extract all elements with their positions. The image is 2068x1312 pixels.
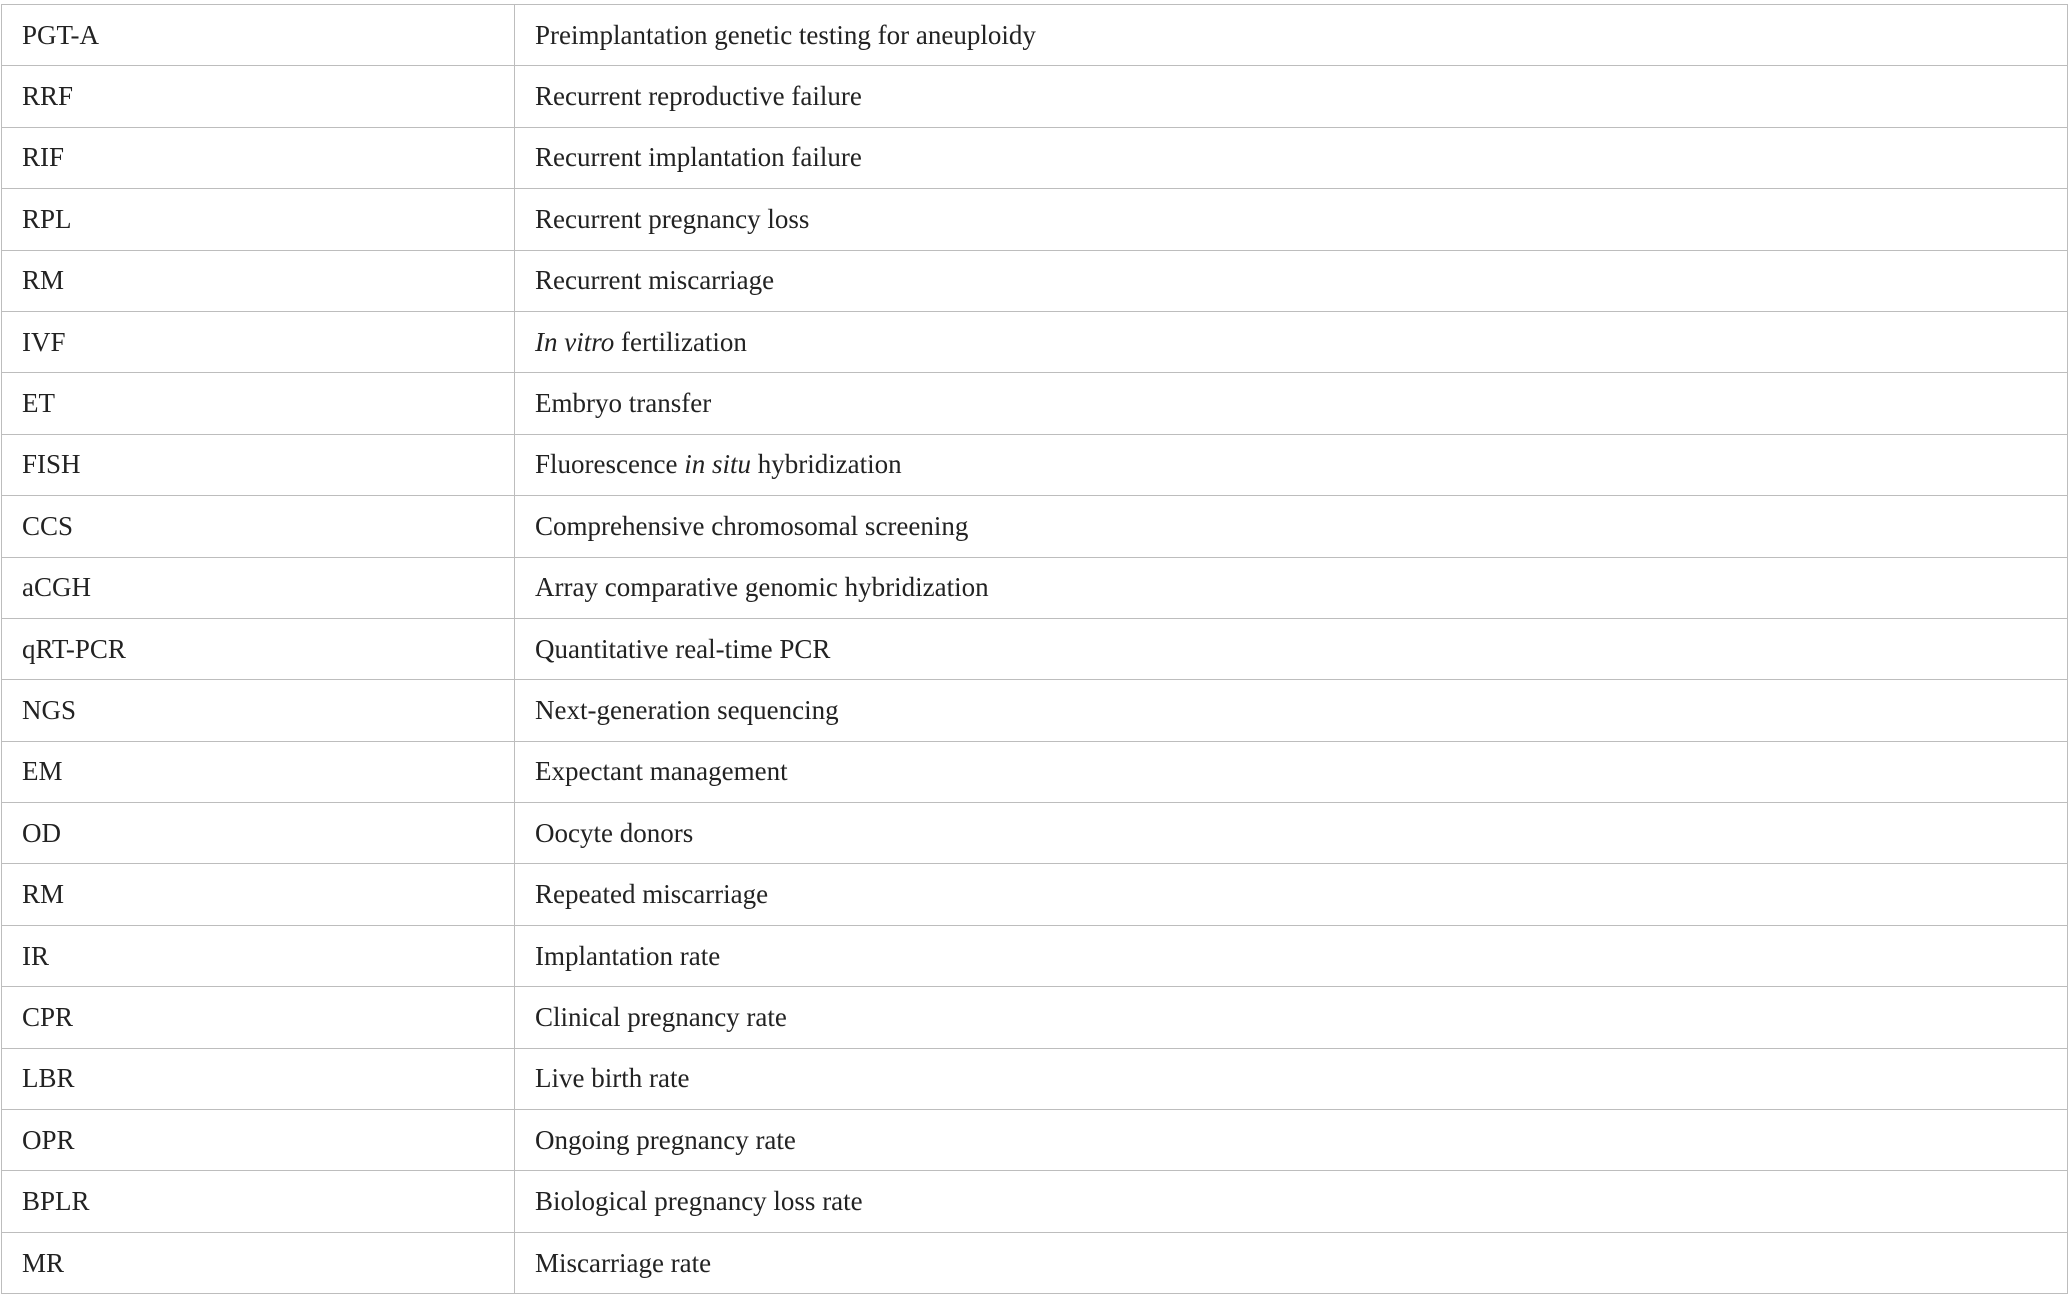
table-row [2, 864, 2068, 925]
definition-cell [515, 127, 2068, 188]
table-row [2, 987, 2068, 1048]
definition-cell [515, 66, 2068, 127]
definition-cell [515, 189, 2068, 250]
definition-text: Miscarriage rate [535, 1247, 712, 1278]
definition-cell [515, 864, 2068, 925]
definition-cell [515, 373, 2068, 434]
table-row [2, 1110, 2068, 1171]
table-row [2, 680, 2068, 741]
definition-text: Repeated miscarriage [535, 879, 769, 910]
definition-cell [515, 803, 2068, 864]
definition-text: Embryo transfer [535, 388, 712, 419]
abbreviation-cell: FISH [2, 434, 515, 495]
abbreviation-cell: ET [2, 373, 515, 434]
abbreviations-table-body [2, 5, 2068, 1294]
table-row [2, 127, 2068, 188]
definition-cell [515, 434, 2068, 495]
definition-text: fertilization [614, 326, 747, 357]
table-row [2, 66, 2068, 127]
abbreviation-cell: RIF [2, 127, 515, 188]
definition-text: Fluorescence [535, 449, 685, 480]
definition-text: Clinical pregnancy rate [535, 1001, 787, 1032]
definition-cell [515, 311, 2068, 372]
abbreviation-cell: IR [2, 925, 515, 986]
table-row [2, 925, 2068, 986]
abbreviation-cell: RPL [2, 189, 515, 250]
table-row [2, 5, 2068, 66]
abbreviations-table [1, 4, 2068, 1294]
definition-text: Preimplantation genetic testing for aneuploidy [535, 19, 1036, 50]
abbreviation-cell: LBR [2, 1048, 515, 1109]
definition-cell [515, 1232, 2068, 1293]
abbreviation-cell: EM [2, 741, 515, 802]
definition-text: Recurrent implantation failure [535, 142, 862, 173]
table-row [2, 1232, 2068, 1293]
abbreviation-cell: NGS [2, 680, 515, 741]
abbreviation-cell: OPR [2, 1110, 515, 1171]
definition-text: hybridization [750, 449, 902, 480]
definition-italic-text: in situ [684, 449, 751, 480]
abbreviation-cell: OD [2, 803, 515, 864]
abbreviation-cell: MR [2, 1232, 515, 1293]
definition-cell [515, 741, 2068, 802]
abbreviation-cell: CCS [2, 496, 515, 557]
definition-text: Recurrent pregnancy loss [535, 203, 810, 234]
definition-text: Biological pregnancy loss rate [535, 1186, 863, 1217]
definition-text: Implantation rate [535, 940, 721, 971]
definition-cell [515, 1048, 2068, 1109]
abbreviation-cell: RRF [2, 66, 515, 127]
table-row [2, 189, 2068, 250]
definition-text: Next-generation sequencing [535, 694, 839, 725]
table-row [2, 311, 2068, 372]
abbreviation-cell: PGT-A [2, 5, 515, 66]
abbreviation-cell: RM [2, 250, 515, 311]
definition-text: Recurrent miscarriage [535, 265, 775, 296]
definition-text: Quantitative real-time PCR [535, 633, 831, 664]
definition-italic-text: In vitro [535, 326, 615, 357]
abbreviation-cell: RM [2, 864, 515, 925]
definition-text: Live birth rate [535, 1063, 690, 1094]
table-row [2, 250, 2068, 311]
definition-text: Array comparative genomic hybridization [535, 572, 989, 603]
table-row [2, 618, 2068, 679]
definition-text: Oocyte donors [535, 817, 694, 848]
abbreviation-cell: BPLR [2, 1171, 515, 1232]
definition-cell [515, 680, 2068, 741]
definition-cell [515, 250, 2068, 311]
table-row [2, 741, 2068, 802]
definition-cell [515, 557, 2068, 618]
table-row [2, 557, 2068, 618]
abbreviation-cell: aCGH [2, 557, 515, 618]
definition-cell [515, 496, 2068, 557]
table-row [2, 1048, 2068, 1109]
table-row [2, 434, 2068, 495]
definition-text: Recurrent reproductive failure [535, 81, 862, 112]
definition-cell [515, 925, 2068, 986]
table-row [2, 373, 2068, 434]
abbreviation-cell: qRT-PCR [2, 618, 515, 679]
definition-cell [515, 618, 2068, 679]
definition-text: Expectant management [535, 756, 788, 787]
definition-text: Ongoing pregnancy rate [535, 1124, 796, 1155]
table-row [2, 496, 2068, 557]
abbreviation-cell: IVF [2, 311, 515, 372]
table-row [2, 1171, 2068, 1232]
definition-text: Comprehensive chromosomal screening [535, 510, 969, 541]
definition-cell [515, 987, 2068, 1048]
definition-cell [515, 1110, 2068, 1171]
definition-cell [515, 1171, 2068, 1232]
abbreviation-cell: CPR [2, 987, 515, 1048]
definition-cell [515, 5, 2068, 66]
table-row [2, 803, 2068, 864]
